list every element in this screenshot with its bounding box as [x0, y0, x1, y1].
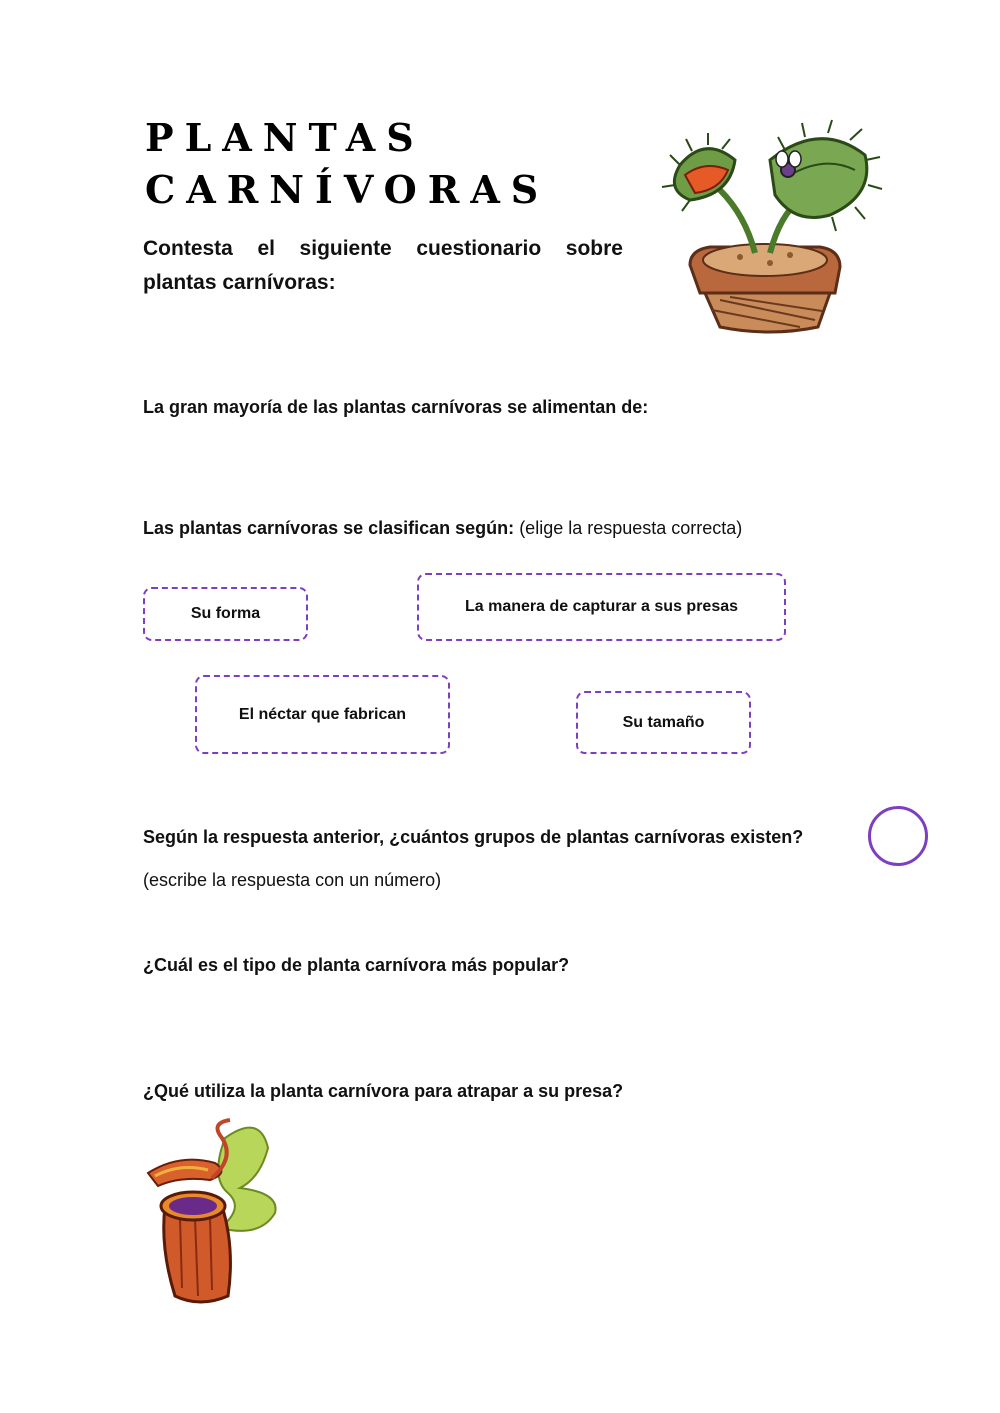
option-manera-de-capturar[interactable]: La manera de capturar a sus presas: [417, 573, 786, 641]
option-su-tamano[interactable]: Su tamaño: [576, 691, 751, 754]
page-title-line-1: PLANTAS: [145, 115, 425, 160]
number-answer-circle[interactable]: [868, 806, 928, 866]
question-2-note: (elige la respuesta correcta): [519, 518, 743, 538]
question-1: La gran mayoría de las plantas carnívoras se alimentan de:: [143, 397, 649, 417]
page-title-line-2: CARNÍVORAS: [145, 167, 550, 212]
option-su-forma[interactable]: Su forma: [143, 587, 308, 641]
question-4: ¿Cuál es el tipo de planta carnívora más popular?: [143, 955, 570, 975]
question-2-text: Las plantas carnívoras se clasifican según:: [143, 518, 515, 538]
question-3-hint: (escribe la respuesta con un número): [143, 870, 442, 890]
question-3: Según la respuesta anterior, ¿cuántos grupos de plantas carnívoras existen?: [143, 827, 804, 847]
question-2: [143, 518, 742, 539]
question-5: ¿Qué utiliza la planta carnívora para atrapar a su presa?: [143, 1081, 624, 1101]
option-nectar[interactable]: El néctar que fabrican: [195, 675, 450, 754]
pitcher-plant-icon: [140, 1118, 285, 1308]
intro-text: Contesta el siguiente cuestionario sobre plantas carnívoras:: [143, 237, 623, 294]
venus-flytrap-icon: [650, 115, 885, 340]
